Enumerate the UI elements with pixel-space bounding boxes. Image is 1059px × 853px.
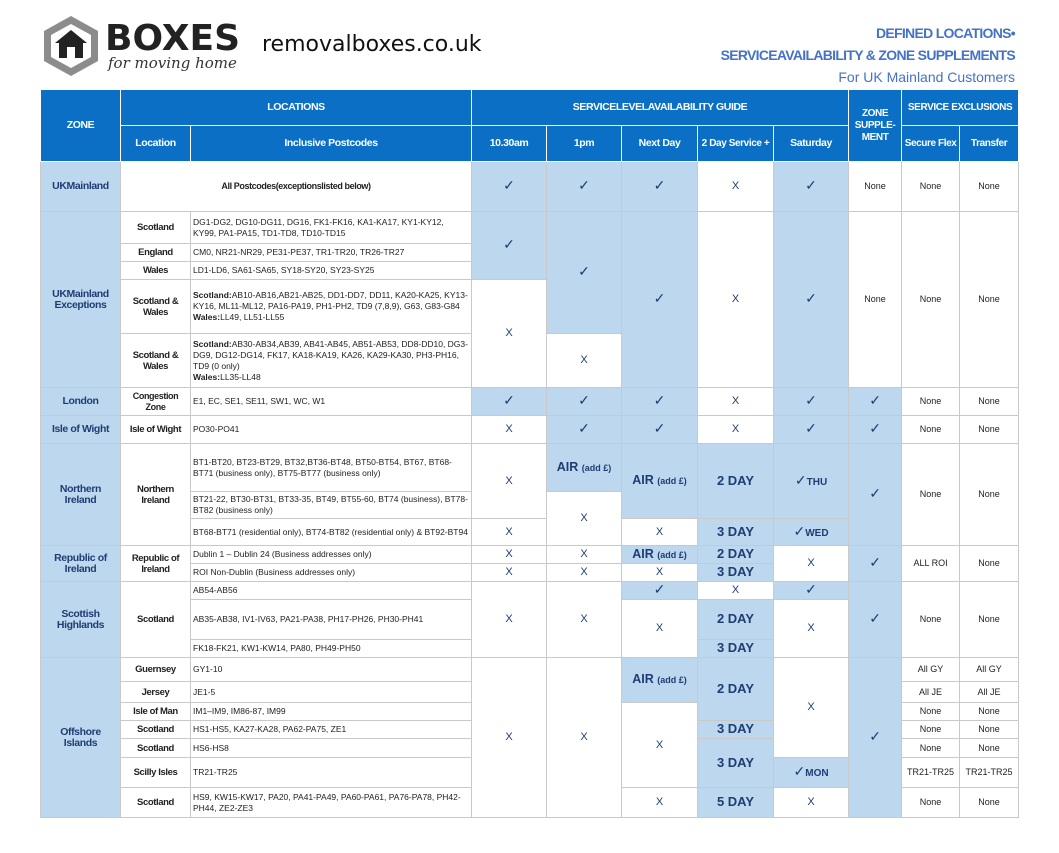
scotland-postcodes: AB10-AB16,AB21-AB25, DD1-DD7, DD11, KA20-KA25, KY13-KY16, ML11-ML12, PA16-PA19, PH1-PH2, TD9 (7,8,9), G63, G83-G84 bbox=[193, 290, 468, 311]
secure-flex-cell: None bbox=[902, 416, 960, 444]
postcode-cell: HS9, KW15-KW17, PA20, PA41-PA49, PA60-PA61, PA76-PA78, PH42-PH44, ZE2-ZE3 bbox=[191, 788, 472, 818]
postcode-cell: E1, EC, SE1, SE11, SW1, WC, W1 bbox=[191, 388, 472, 416]
location-cell: Scotland bbox=[121, 582, 191, 658]
cross-icon: X bbox=[731, 293, 740, 305]
brand-name: BOXES bbox=[105, 18, 241, 59]
cross-icon: X bbox=[807, 557, 815, 569]
day-label: 3 DAY bbox=[716, 721, 755, 736]
secure-flex-cell: None bbox=[902, 788, 960, 818]
cross-icon: X bbox=[655, 738, 664, 751]
tick-icon: ✓ bbox=[503, 392, 515, 408]
air-label bbox=[632, 547, 687, 561]
cross-icon: X bbox=[505, 731, 513, 743]
postcode-cell: TR21-TR25 bbox=[191, 758, 472, 788]
postcode-cell bbox=[191, 334, 472, 388]
col-2-day: 2 Day Service + bbox=[698, 126, 774, 162]
tick-icon: ✓ bbox=[793, 763, 806, 779]
day-label: 3 DAY bbox=[716, 564, 755, 579]
wales-label: Wales: bbox=[193, 312, 221, 322]
col-location: Location bbox=[121, 126, 191, 162]
cross-icon: X bbox=[505, 566, 513, 578]
secure-flex-cell: All GY bbox=[902, 658, 960, 682]
add-text: (add £) bbox=[657, 476, 687, 486]
wales-label: Wales: bbox=[193, 371, 221, 382]
postcode-cell: HS1-HS5, KA27-KA28, PA62-PA75, ZE1 bbox=[191, 721, 472, 739]
zone-cell: Northern Ireland bbox=[41, 444, 121, 546]
day-label: 2 DAY bbox=[716, 472, 755, 488]
transfer-cell: None bbox=[960, 546, 1019, 582]
air-text: AIR bbox=[556, 459, 579, 474]
cross-icon: X bbox=[580, 566, 588, 578]
scotland-label: Scotland: bbox=[193, 338, 232, 349]
transfer-cell: None bbox=[960, 788, 1019, 818]
location-cell: Republic of Ireland bbox=[121, 546, 191, 582]
secure-flex-cell: None bbox=[902, 444, 960, 546]
transfer-cell: None bbox=[960, 162, 1019, 212]
tick-icon: ✓ bbox=[794, 471, 807, 488]
location-cell: Scotland bbox=[121, 212, 191, 244]
availability-table bbox=[40, 89, 1019, 818]
transfer-cell: None bbox=[960, 416, 1019, 444]
postcode-cell: DG1-DG2, DG10-DG11, DG16, FK1-FK16, KA1-KA17, KY1-KY12, KY99, PA1-PA15, TD1-TD8, TD10-TD15 bbox=[191, 212, 472, 244]
col-locations: LOCATIONS bbox=[121, 90, 472, 126]
postcode-cell: JE1-5 bbox=[191, 682, 472, 703]
tick-icon: ✓ bbox=[503, 177, 515, 193]
transfer-cell: None bbox=[960, 582, 1019, 658]
zone-cell: UKMainland bbox=[41, 162, 121, 212]
tick-icon: ✓ bbox=[653, 392, 666, 408]
cross-icon: X bbox=[731, 423, 740, 435]
scotland-label: Scotland: bbox=[193, 290, 232, 300]
postcode-cell: Dublin 1 – Dublin 24 (Business addresses only) bbox=[191, 546, 472, 564]
secure-flex-cell: ALL ROI bbox=[902, 546, 960, 582]
postcode-cell: AB54-AB56 bbox=[191, 582, 472, 600]
tick-icon: ✓ bbox=[805, 392, 817, 408]
tick-icon: ✓ bbox=[653, 420, 666, 436]
location-cell: Isle of Man bbox=[121, 703, 191, 721]
supplement-cell: None bbox=[849, 162, 902, 212]
air-label bbox=[632, 672, 687, 686]
col-next-day: Next Day bbox=[622, 126, 698, 162]
transfer-cell: None bbox=[960, 212, 1019, 388]
day-tag: THU bbox=[806, 476, 828, 488]
location-cell: Scotland bbox=[121, 739, 191, 758]
zone-cell: Isle of Wight bbox=[41, 416, 121, 444]
wales-postcodes: LL49, LL51-LL55 bbox=[220, 312, 285, 322]
cross-icon: X bbox=[505, 474, 513, 487]
transfer-cell: None bbox=[960, 444, 1019, 546]
col-transfer: Transfer bbox=[960, 126, 1019, 162]
day-label: 2 DAY bbox=[716, 680, 755, 696]
air-label bbox=[557, 460, 612, 474]
cross-icon: X bbox=[731, 180, 740, 192]
col-zone: ZONE bbox=[41, 90, 121, 162]
cross-icon: X bbox=[580, 354, 588, 366]
heading-line-3: For UK Mainland Customers bbox=[838, 69, 1015, 85]
tick-icon: ✓ bbox=[578, 263, 590, 279]
supplement-cell: None bbox=[849, 212, 902, 388]
location-cell: Wales bbox=[121, 262, 191, 280]
postcode-cell: CM0, NR21-NR29, PE31-PE37, TR1-TR20, TR26-TR27 bbox=[191, 244, 472, 262]
postcode-cell: BT1-BT20, BT23-BT29, BT32,BT36-BT48, BT50-BT54, BT67, BT68-BT71 (business only), BT75-BT77 (business only) bbox=[191, 444, 472, 492]
table-row bbox=[41, 388, 1019, 416]
col-service-guide: SERVICELEVELAVAILABILITY GUIDE bbox=[472, 90, 849, 126]
tick-icon: ✓ bbox=[869, 485, 881, 501]
brand-tagline: for moving home bbox=[108, 54, 237, 72]
table-row bbox=[41, 162, 1019, 212]
postcode-cell: HS6-HS8 bbox=[191, 739, 472, 758]
location-cell: Scilly Isles bbox=[121, 758, 191, 788]
secure-flex-cell: None bbox=[902, 388, 960, 416]
brand-logo bbox=[40, 12, 240, 80]
tick-icon: ✓ bbox=[578, 177, 590, 193]
location-cell: Scotland & Wales bbox=[121, 280, 191, 334]
postcode-cell: ROI Non-Dublin (Business addresses only) bbox=[191, 564, 472, 582]
location-cell: England bbox=[121, 244, 191, 262]
col-1pm: 1pm bbox=[547, 126, 622, 162]
tick-icon: ✓ bbox=[653, 581, 666, 597]
cross-icon: X bbox=[505, 613, 513, 625]
tick-icon: ✓ bbox=[805, 581, 817, 597]
tick-icon: ✓ bbox=[503, 236, 515, 252]
location-cell: Congestion Zone bbox=[121, 388, 191, 416]
day-label: 2 DAY bbox=[716, 546, 755, 561]
day-tag: WED bbox=[805, 527, 829, 539]
cross-icon: X bbox=[731, 584, 740, 596]
table-row bbox=[41, 416, 1019, 444]
tick-icon: ✓ bbox=[578, 420, 590, 436]
table-row bbox=[41, 658, 1019, 682]
table-row bbox=[41, 212, 1019, 244]
cross-icon: X bbox=[505, 525, 513, 538]
cross-icon: X bbox=[580, 731, 588, 743]
postcode-cell: GY1-10 bbox=[191, 658, 472, 682]
secure-flex-cell: None bbox=[902, 212, 960, 388]
tick-icon: ✓ bbox=[869, 728, 881, 744]
transfer-cell: None bbox=[960, 721, 1019, 739]
day-tag: MON bbox=[805, 768, 829, 779]
add-text: (add £) bbox=[581, 462, 612, 473]
cross-icon: X bbox=[807, 622, 815, 634]
tick-icon: ✓ bbox=[869, 610, 881, 626]
availability-table-wrapper bbox=[40, 89, 1018, 818]
cross-icon: X bbox=[580, 512, 588, 524]
postcode-cell: BT68-BT71 (residential only), BT74-BT82 (residential only) & BT92-BT94 bbox=[191, 519, 472, 546]
day-label: 3 DAY bbox=[716, 523, 755, 539]
cross-icon: X bbox=[731, 395, 740, 407]
cross-icon: X bbox=[655, 622, 664, 634]
table-row bbox=[41, 444, 1019, 492]
col-service-exclusions: SERVICE EXCLUSIONS bbox=[902, 90, 1019, 126]
secure-flex-cell: None bbox=[902, 582, 960, 658]
postcode-cell: AB35-AB38, IV1-IV63, PA21-PA38, PH17-PH26, PH30-PH41 bbox=[191, 600, 472, 640]
scotland-postcodes: AB30-AB34,AB39, AB41-AB45, AB51-AB53, DD8-DD10, DG3-DG9, DG12-DG14, FK17, KA18-KA19, KA26, KA29-KA30, PH3-PH16, TD9 (0 only) bbox=[193, 338, 468, 371]
cross-icon: X bbox=[655, 796, 664, 808]
secure-flex-cell: TR21-TR25 bbox=[902, 758, 960, 788]
tick-icon: ✓ bbox=[869, 420, 881, 436]
col-saturday: Saturday bbox=[774, 126, 849, 162]
cross-icon: X bbox=[655, 566, 664, 578]
location-cell: Guernsey bbox=[121, 658, 191, 682]
col-1030am: 10.30am bbox=[472, 126, 547, 162]
location-cell: Scotland & Wales bbox=[121, 334, 191, 388]
table-row bbox=[41, 546, 1019, 564]
transfer-cell: All GY bbox=[960, 658, 1019, 682]
location-cell: Northern Ireland bbox=[121, 444, 191, 546]
zone-cell: UKMainland Exceptions bbox=[41, 212, 121, 388]
location-cell: Scotland bbox=[121, 721, 191, 739]
cross-icon: X bbox=[807, 796, 815, 808]
house-icon bbox=[40, 14, 102, 78]
tick-icon: ✓ bbox=[805, 177, 817, 193]
air-text: AIR bbox=[632, 546, 654, 561]
air-text: AIR bbox=[632, 672, 654, 686]
tick-icon: ✓ bbox=[869, 392, 881, 408]
zone-cell: London bbox=[41, 388, 121, 416]
zone-cell: Scottish Highlands bbox=[41, 582, 121, 658]
zone-cell: Republic of Ireland bbox=[41, 546, 121, 582]
table-row bbox=[41, 582, 1019, 600]
postcode-cell: PO30-PO41 bbox=[191, 416, 472, 444]
postcode-cell: FK18-FK21, KW1-KW14, PA80, PH49-PH50 bbox=[191, 640, 472, 658]
tick-icon: ✓ bbox=[805, 420, 817, 436]
col-secure-flex: Secure Flex bbox=[902, 126, 960, 162]
cross-icon: X bbox=[505, 327, 513, 339]
secure-flex-cell: None bbox=[902, 162, 960, 212]
transfer-cell: None bbox=[960, 388, 1019, 416]
document-heading bbox=[721, 22, 1015, 88]
transfer-cell: None bbox=[960, 703, 1019, 721]
cross-icon: X bbox=[655, 525, 664, 538]
heading-line-1: DEFINED LOCATIONS• bbox=[875, 25, 1015, 41]
header-row-1 bbox=[41, 90, 1019, 126]
add-text: (add £) bbox=[657, 549, 687, 560]
day-label: 3 DAY bbox=[716, 640, 755, 655]
transfer-cell: All JE bbox=[960, 682, 1019, 703]
website-url[interactable]: removalboxes.co.uk bbox=[262, 32, 482, 57]
cross-icon: X bbox=[580, 613, 588, 625]
wales-postcodes: LL35-LL48 bbox=[220, 371, 261, 382]
cross-icon: X bbox=[580, 548, 588, 560]
col-postcodes: Inclusive Postcodes bbox=[191, 126, 472, 162]
secure-flex-cell: None bbox=[902, 739, 960, 758]
zone-cell: Offshore Islands bbox=[41, 658, 121, 818]
location-cell: Isle of Wight bbox=[121, 416, 191, 444]
air-text: AIR bbox=[632, 473, 654, 487]
col-zone-supplement: ZONE SUPPLE- MENT bbox=[849, 90, 902, 162]
cross-icon: X bbox=[807, 701, 815, 713]
cross-icon: X bbox=[505, 548, 513, 560]
tick-icon: ✓ bbox=[805, 290, 817, 306]
postcode-cell: All Postcodes(exceptionslisted below) bbox=[121, 162, 472, 212]
tick-icon: ✓ bbox=[793, 522, 806, 539]
secure-flex-cell: None bbox=[902, 721, 960, 739]
heading-line-2: SERVICEAVAILABILITY & ZONE SUPPLEMENTS bbox=[720, 47, 1015, 63]
tick-icon: ✓ bbox=[869, 554, 881, 570]
location-cell: Jersey bbox=[121, 682, 191, 703]
day-label: 2 DAY bbox=[716, 611, 755, 626]
postcode-cell: BT21-22, BT30-BT31, BT33-35, BT49, BT55-60, BT74 (business), BT78-BT82 (business only) bbox=[191, 492, 472, 519]
postcode-cell: LD1-LD6, SA61-SA65, SY18-SY20, SY23-SY25 bbox=[191, 262, 472, 280]
postcode-cell bbox=[191, 280, 472, 334]
day-label: 3 DAY bbox=[716, 754, 755, 770]
transfer-cell: TR21-TR25 bbox=[960, 758, 1019, 788]
secure-flex-cell: All JE bbox=[902, 682, 960, 703]
cross-icon: X bbox=[505, 423, 513, 435]
postcode-cell: IM1–IM9, IM86-87, IM99 bbox=[191, 703, 472, 721]
air-label bbox=[632, 473, 687, 487]
location-cell: Scotland bbox=[121, 788, 191, 818]
tick-icon: ✓ bbox=[653, 290, 666, 306]
tick-icon: ✓ bbox=[578, 392, 590, 408]
day-label: 5 DAY bbox=[716, 794, 755, 809]
secure-flex-cell: None bbox=[902, 703, 960, 721]
transfer-cell: None bbox=[960, 739, 1019, 758]
add-text: (add £) bbox=[657, 675, 687, 685]
tick-icon: ✓ bbox=[653, 177, 666, 193]
